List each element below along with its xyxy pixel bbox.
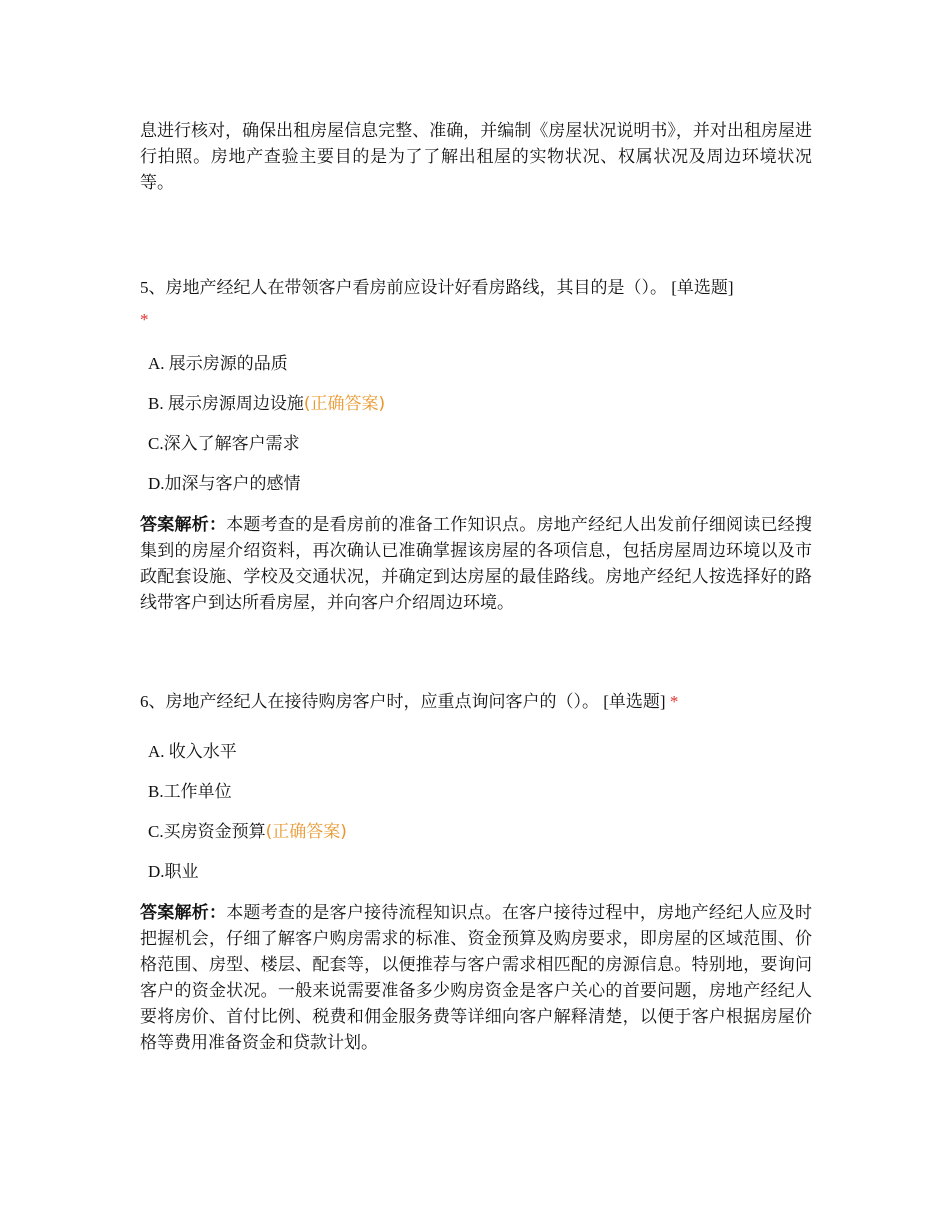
option-b[interactable] — [148, 384, 812, 424]
question-type: [单选题] — [671, 278, 734, 297]
option-letter: D. — [148, 474, 165, 493]
option-letter: C. — [148, 434, 164, 453]
option-text: 职业 — [164, 862, 199, 882]
question-5 — [140, 272, 812, 616]
option-text: 展示房源周边设施 — [167, 394, 304, 414]
option-letter: D. — [148, 862, 165, 881]
option-text: 工作单位 — [163, 782, 232, 802]
answer-analysis — [140, 900, 812, 1056]
required-mark: * — [669, 692, 679, 711]
option-text: 加深与客户的感情 — [164, 474, 301, 494]
correct-answer-label: (正确答案) — [265, 822, 347, 842]
intro-paragraph: 息进行核对，确保出租房屋信息完整、准确，并编制《房屋状况说明书》，并对出租房屋进行拍照。房地产查验主要目的是为了了解出租屋的实物状况、权属状况及周边环境状况等。 — [140, 121, 812, 193]
option-text: 深入了解客户需求 — [163, 434, 300, 454]
option-text: 收入水平 — [168, 742, 237, 762]
analysis-label: 答案解析： — [140, 903, 227, 923]
document-page — [140, 118, 812, 1056]
option-text: 展示房源的品质 — [168, 354, 288, 374]
required-mark: * — [140, 310, 149, 329]
question-6 — [140, 686, 812, 1056]
option-text: 买房资金预算 — [163, 822, 266, 842]
analysis-text: 本题考查的是客户接待流程知识点。在客户接待过程中，房地产经纪人应及时把握机会，仔细了解客户购房需求的标准、资金预算及购房要求，即房屋的区域范围、价格范围、房型、楼层、配套等，以便推荐与客户需求相匹配的房源信息。特别地，要询问客户的资金状况。一般来说需要准备多少购房资金是客户关心的首要问题，房地产经纪人要将房价、首付比例、税费和佣金服务费等详细向客户解释清楚，以便于客户根据房屋价格等费用准备资金和贷款计划。 — [140, 903, 813, 1053]
options-list — [140, 344, 812, 504]
question-number: 6、 — [140, 692, 166, 711]
options-list — [140, 732, 812, 892]
answer-analysis — [140, 512, 812, 616]
question-text: 房地产经纪人在带领客户看房前应设计好看房路线，其目的是（）。 — [165, 278, 667, 298]
option-b[interactable] — [148, 772, 812, 812]
option-c[interactable] — [148, 812, 812, 852]
question-number: 5、 — [140, 278, 166, 297]
option-letter: A. — [148, 742, 169, 761]
question-title — [140, 272, 812, 336]
option-d[interactable] — [148, 852, 812, 892]
option-a[interactable] — [148, 344, 812, 384]
analysis-label: 答案解析： — [140, 515, 227, 535]
correct-answer-label: (正确答案) — [303, 394, 386, 414]
option-letter: B. — [148, 394, 168, 413]
question-type: [单选题] — [603, 692, 666, 711]
analysis-text: 本题考查的是看房前的准备工作知识点。房地产经纪人出发前仔细阅读已经搜集到的房屋介绍资料，再次确认已准确掌握该房屋的各项信息，包括房屋周边环境以及市政配套设施、学校及交通状况，并确定到达房屋的最佳路线。房地产经纪人按选择好的路线带客户到达所看房屋，并向客户介绍周边环境。 — [140, 515, 813, 613]
question-text: 房地产经纪人在接待购房客户时，应重点询问客户的（）。 — [165, 692, 599, 712]
option-a[interactable] — [148, 732, 812, 772]
option-d[interactable] — [148, 464, 812, 504]
question-title — [140, 686, 812, 718]
option-letter: B. — [148, 782, 164, 801]
option-letter: C. — [148, 822, 164, 841]
option-letter: A. — [148, 354, 169, 373]
option-c[interactable] — [148, 424, 812, 464]
